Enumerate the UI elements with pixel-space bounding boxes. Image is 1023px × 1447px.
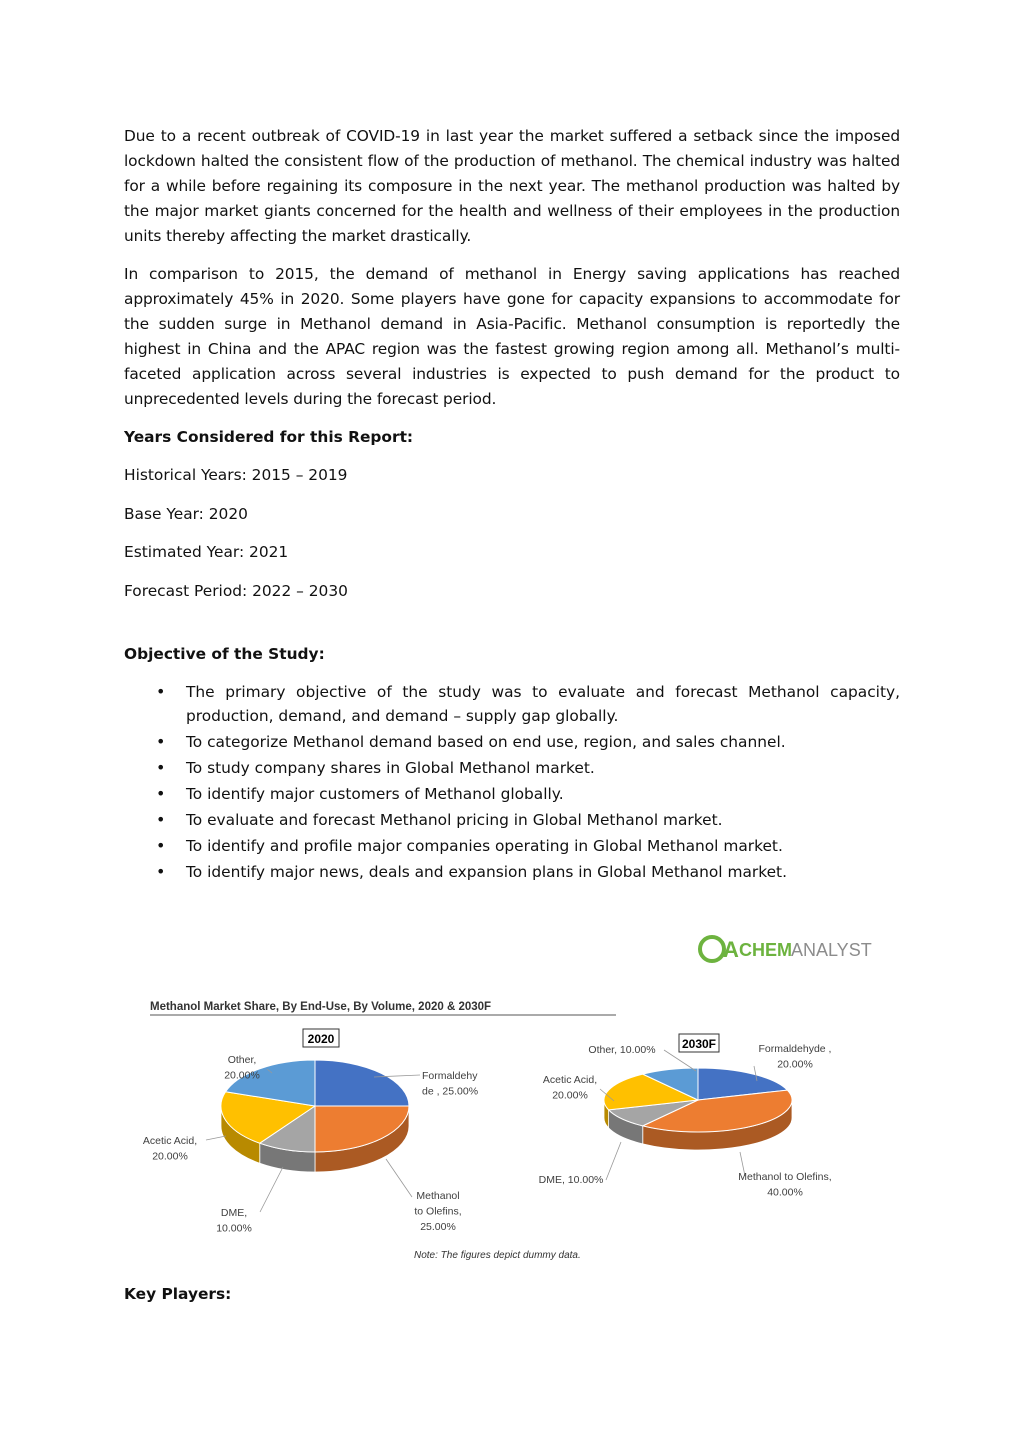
slice-label: 20.00% (552, 1089, 588, 1102)
base-year: Base Year: 2020 (124, 504, 248, 523)
objective-item: • To identify major news, deals and expansion plans in Global Methanol market. (186, 860, 900, 884)
year-label-2020: 2020 (307, 1032, 335, 1046)
chemanalyst-logo (700, 937, 872, 962)
slice-label: Other, (227, 1054, 257, 1066)
slice-label: 20.00% (777, 1058, 813, 1071)
slice-label: de , 25.00% (422, 1085, 479, 1098)
slice-label: Methanol to Olefins, (738, 1171, 832, 1183)
estimated-year: Estimated Year: 2021 (124, 543, 289, 562)
slice-label: 20.00% (152, 1150, 188, 1163)
paragraph-demand: In comparison to 2015, the demand of methanol in Energy saving applications has reached approximately 45% in 2020. Some players have gone for capacity expansions to accommodate for the sudden surge in Methanol demand in Asia-Pacific. Methanol consumption is reportedly the highest in China and the APAC region was the fastest growing region among all. Methanol’s multi-faceted application across several industries is expected to push demand for the product to unprecedented levels during the forecast period. (124, 265, 900, 408)
market-share-figure (124, 918, 900, 1268)
pie-charts-svg (124, 918, 900, 1268)
slice-label: 25.00% (420, 1221, 456, 1233)
slice-label: 20.00% (224, 1069, 260, 1082)
paragraph-covid: Due to a recent outbreak of COVID-19 in last year the market suffered a setback since the imposed lockdown halted the consistent flow of the production of methanol. The chemical industry was halted for a while before regaining its composure in the next year. The methanol production was halted by the major market giants concerned for the health and wellness of their employees in the production units thereby affecting the market drastically. (124, 127, 900, 245)
slice-label: Formaldehy (422, 1070, 478, 1082)
slice-label: Acetic Acid, (542, 1074, 598, 1086)
historical-years: Historical Years: 2015 – 2019 (124, 466, 348, 484)
slice-label: DME, 10.00% (538, 1174, 604, 1186)
objective-item: • The primary objective of the study was to evaluate and forecast Methanol capacity, production, demand, and demand – supply gap globally. (186, 680, 900, 728)
slice-label: 40.00% (767, 1186, 803, 1199)
objectives-list (124, 680, 900, 884)
logo-text-bold: CHEM (739, 940, 792, 960)
objective-item: • To categorize Methanol demand based on end use, region, and sales channel. (186, 730, 900, 754)
logo-text-light: ANALYST (791, 940, 872, 960)
year-label-2030f: 2030F (681, 1037, 717, 1051)
key-players-heading: Key Players: (124, 1285, 232, 1303)
objectives-heading: Objective of the Study: (124, 645, 325, 664)
slice-label: to Olefins, (414, 1205, 462, 1218)
slice-label: Methanol (416, 1190, 460, 1202)
figure-note: Note: The figures depict dummy data. (414, 1250, 581, 1261)
objective-item: • To study company shares in Global Methanol market. (186, 756, 900, 780)
chart-title: Methanol Market Share, By End-Use, By Volume, 2020 & 2030F (150, 1001, 492, 1013)
slice-label: DME, (220, 1207, 248, 1219)
pie-chart-2030f (604, 1068, 792, 1150)
slice-label: Formaldehyde , (758, 1043, 832, 1055)
objective-item: • To identify major customers of Methanol globally. (186, 782, 900, 806)
document-body (124, 124, 900, 886)
objective-item: • To identify and profile major companies operating in Global Methanol market. (186, 834, 900, 858)
objective-item: • To evaluate and forecast Methanol pricing in Global Methanol market. (186, 808, 900, 832)
slice-label: 10.00% (216, 1222, 252, 1235)
forecast-period: Forecast Period: 2022 – 2030 (124, 581, 348, 600)
years-heading: Years Considered for this Report: (124, 428, 414, 446)
slice-label: Other, 10.00% (588, 1044, 656, 1056)
slice-label: Acetic Acid, (142, 1135, 198, 1147)
logo-initial: A (723, 937, 739, 962)
